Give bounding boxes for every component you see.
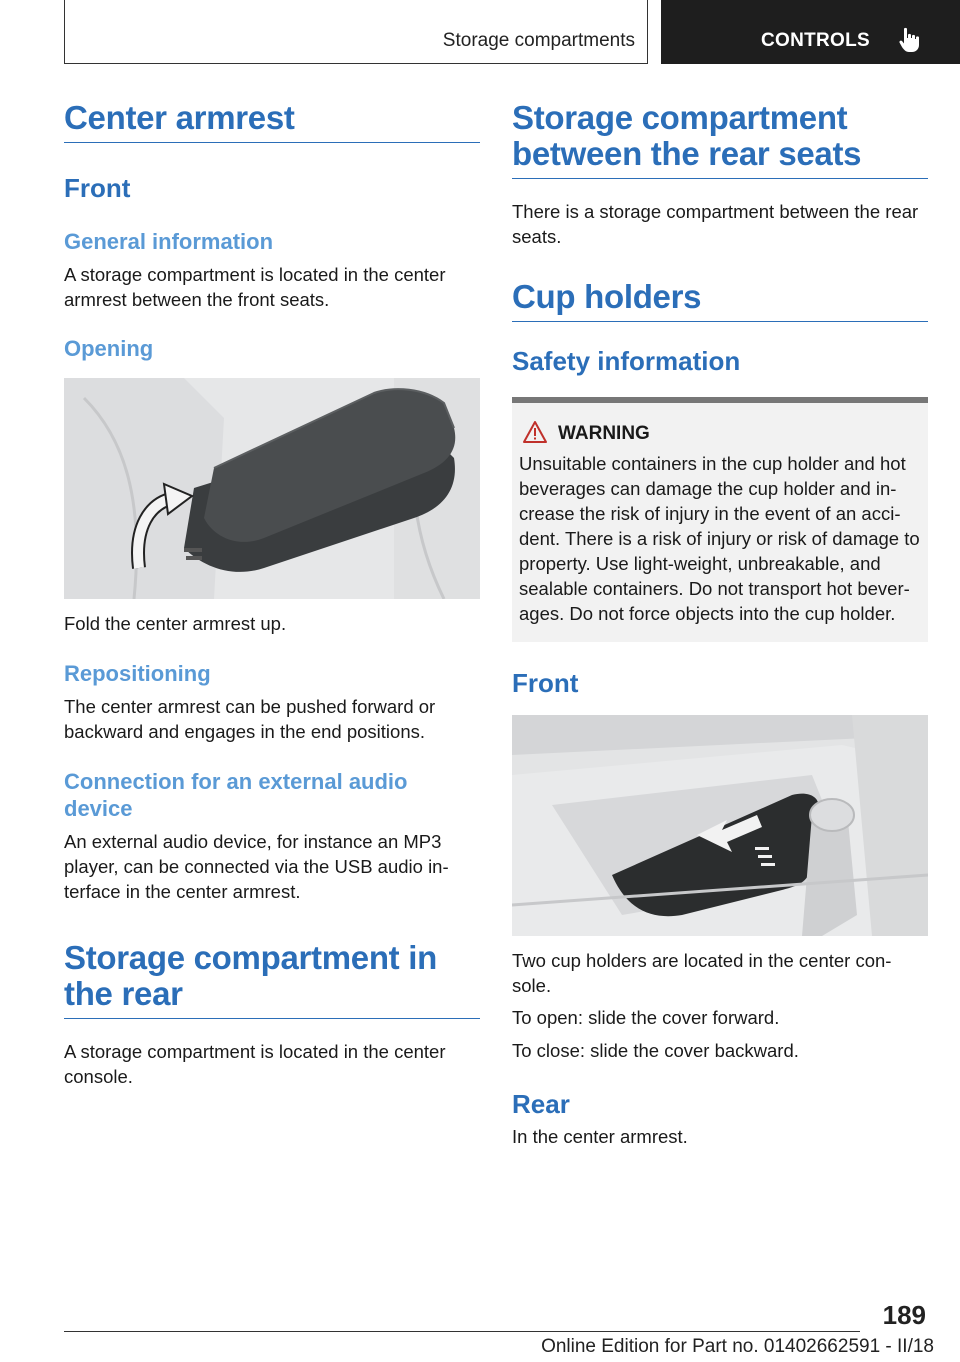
heading-connection-line1: Connection for an external audio (64, 769, 408, 794)
heading-storage-between-seats (512, 100, 928, 179)
heading-connection-audio (64, 768, 480, 822)
page-header (0, 0, 960, 66)
heading-between-line2: between the rear seats (512, 135, 862, 172)
warning-title (558, 423, 922, 445)
page-number: 189 (882, 1300, 926, 1330)
cup-holder-illustration (512, 715, 928, 936)
heading-storage-rear-line2: the rear (64, 975, 183, 1012)
heading-center-armrest: Center armrest (64, 100, 480, 143)
heading-opening: Opening (64, 336, 154, 361)
text-storage-between-seats: There is a storage compartment between the rear seats. (512, 201, 919, 247)
right-column (512, 100, 928, 1149)
warning-text: Unsuitable containers in the cup holder and hot beverages can damage the cup holder and in-crease the risk of injury in the event of an acci-dent. There is a risk of injury or risk of damage to property. Use light-weight, unbreakable, and sealable containers. Do not transport hot bever-ages. Do not force objects into the cup holder. (519, 453, 920, 624)
text-general-information: A storage compartment is located in the center armrest between the front seats. (64, 264, 446, 310)
text-cup-close: To close: slide the cover backward. (512, 1040, 799, 1061)
text-cup-holders-location: Two cup holders are located in the center con-sole. (512, 950, 892, 996)
text-fold-armrest: Fold the center armrest up. (64, 613, 287, 634)
heading-cup-holders: Cup holders (512, 279, 928, 322)
heading-repositioning: Repositioning (64, 661, 211, 686)
heading-between-line1: Storage compartment (512, 99, 848, 136)
text-storage-rear: A storage compartment is located in the center console. (64, 1041, 446, 1087)
heading-general-information: General information (64, 229, 274, 254)
header-section-title: Storage compartments (442, 30, 635, 51)
text-connection-audio: An external audio device, for instance an MP3 player, can be connected via the USB audio in-terface in the center armrest. (64, 831, 449, 902)
footer-divider (64, 1331, 860, 1332)
heading-safety-information: Safety information (512, 346, 741, 376)
text-repositioning: The center armrest can be pushed forward or backward and engages in the end positions. (64, 696, 436, 742)
warning-triangle-icon (522, 420, 548, 444)
pointing-hand-icon (899, 27, 921, 53)
cup-holder-drawing (512, 715, 928, 936)
armrest-illustration (64, 378, 480, 599)
header-chapter-box (661, 0, 960, 64)
warning-box (512, 397, 928, 642)
heading-storage-rear-line1: Storage compartment in (64, 939, 437, 976)
left-column (64, 100, 480, 1089)
armrest-drawing (64, 378, 480, 599)
heading-front: Front (64, 173, 131, 203)
heading-storage-rear (64, 940, 480, 1019)
text-rear: In the center armrest. (512, 1126, 688, 1147)
warning-title-text: WARNING (558, 423, 650, 444)
heading-front-cup: Front (512, 668, 579, 698)
text-cup-open: To open: slide the cover forward. (512, 1007, 780, 1028)
footer-edition: Online Edition for Part no. 01402662591 - II/18 (541, 1336, 934, 1357)
heading-rear: Rear (512, 1089, 570, 1119)
header-section-box (64, 0, 648, 64)
heading-connection-line2: device (64, 796, 133, 821)
header-chapter-title: CONTROLS (761, 30, 871, 51)
